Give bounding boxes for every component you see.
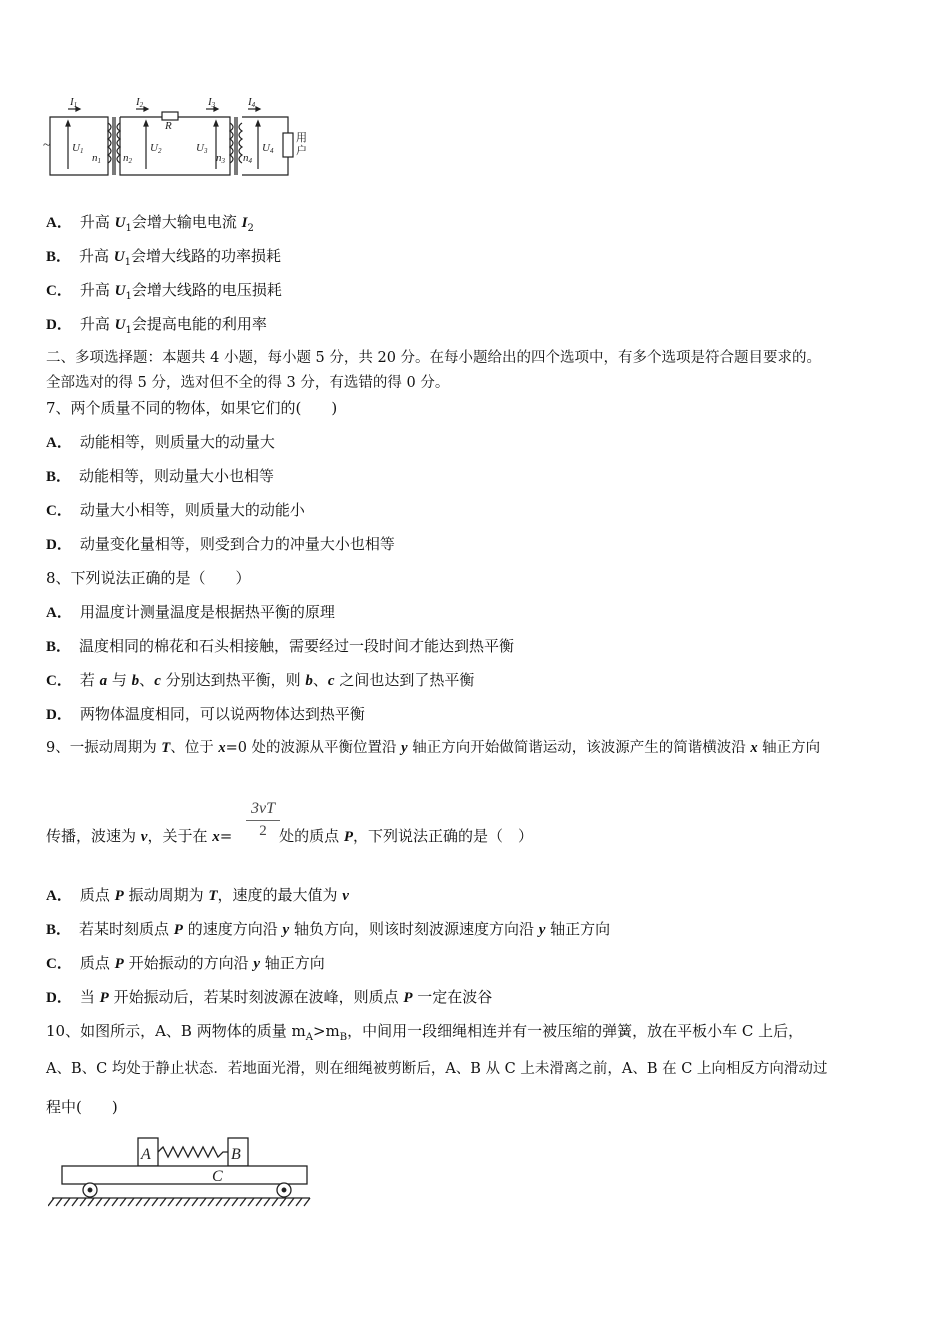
label-I3: I3: [208, 96, 216, 109]
label-R: R: [165, 120, 172, 132]
q9-fraction: $\frac{3vT}{2}$: [246, 800, 280, 840]
q8-option-b: B． 温度相同的棉花和石头相接触，需要经过一段时间才能达到热平衡: [46, 637, 515, 655]
q9-option-d: D． 当 P 开始振动后，若某时刻波源在波峰，则质点 P 一定在波谷: [46, 988, 493, 1006]
q8-option-a: A． 用温度计测量温度是根据热平衡的原理: [46, 603, 335, 621]
ac-source-symbol: ~: [43, 138, 51, 153]
q9-stem-line1: 9、一振动周期为 T、位于 x=0 处的波源从平衡位置沿 y 轴正方向开始做简谐运动，该波源产生的简谐横波沿 x 轴正方向: [46, 740, 821, 756]
label-n3: n3: [216, 152, 225, 165]
label-I2: I2: [136, 96, 144, 109]
section2-instructions-1: 二、多项选择题：本题共 4 小题，每小题 5 分，共 20 分。在每小题给出的四个选项中，有多个选项是符合题目要求的。: [46, 350, 822, 366]
q7-option-b: B． 动能相等，则动量大小也相等: [46, 467, 275, 485]
q7-option-c: C． 动量大小相等，则质量大的动能小: [46, 501, 305, 519]
q10-stem-line2: A、B、C 均处于静止状态．若地面光滑，则在细绳被剪断后，A、B 从 C 上未滑离之前，A、B 在 C 上向相反方向滑动过: [46, 1061, 828, 1077]
block-b-label: B: [231, 1146, 241, 1163]
label-I4: I4: [248, 96, 256, 109]
label-n1: n1: [92, 152, 101, 165]
q8-option-c: C． 若 a 与 b、c 分别达到热平衡，则 b、c 之间也达到了热平衡: [46, 671, 475, 689]
q8-stem: 8、下列说法正确的是（ ）: [46, 569, 251, 587]
label-U3: U3: [196, 142, 208, 155]
q9-stem-line2: 传播，波速为 v，关于在 x= 处的质点 P，下列说法正确的是（ ）: [46, 827, 534, 845]
q10-stem-line1: 10、如图所示，A、B 两物体的质量 $m_A>m_B$，中间用一段细绳相连并有一被压缩的弹簧，放在平板小车 C 上后，: [46, 1022, 804, 1043]
label-user-2: 户: [296, 145, 307, 157]
label-I1: I1: [70, 96, 78, 109]
cart-spring-diagram: [48, 1132, 318, 1214]
cart-c-label: C: [212, 1168, 223, 1185]
q10-stem-line3: 程中( ): [46, 1098, 118, 1116]
label-n2: n2: [123, 152, 132, 165]
q6-option-c: C． 升高 $U_1$会增大线路的电压损耗: [46, 281, 282, 302]
q6-option-a: A． 升高 $U_1$会增大输电电流 $I_2$: [46, 213, 254, 234]
q7-option-a: A． 动能相等，则质量大的动量大: [46, 433, 275, 451]
q9-option-a: A． 质点 P 振动周期为 T，速度的最大值为 v: [46, 886, 349, 904]
q9-option-b: B． 若某时刻质点 P 的速度方向沿 y 轴负方向，则该时刻波源速度方向沿 y 轴正方向: [46, 920, 611, 938]
q6-option-d: D． 升高 $U_1$会提高电能的利用率: [46, 315, 267, 336]
label-user-1: 用: [296, 132, 307, 144]
block-a-label: A: [141, 1146, 151, 1163]
label-U4: U4: [262, 142, 274, 155]
section2-instructions-2: 全部选对的得 5 分，选对但不全的得 3 分，有选错的得 0 分。: [46, 375, 450, 391]
q9-option-c: C． 质点 P 开始振动的方向沿 y 轴正方向: [46, 954, 325, 972]
label-n4: n4: [243, 152, 252, 165]
label-U2: U2: [150, 142, 162, 155]
q6-option-b: B． 升高 $U_1$会增大线路的功率损耗: [46, 247, 282, 268]
label-U1: U1: [72, 142, 84, 155]
q7-option-d: D． 动量变化量相等，则受到合力的冲量大小也相等: [46, 535, 395, 553]
q7-stem: 7、两个质量不同的物体，如果它们的( ): [46, 399, 338, 417]
q8-option-d: D． 两物体温度相同，可以说两物体达到热平衡: [46, 705, 365, 723]
transformer-circuit-diagram: [40, 95, 320, 185]
